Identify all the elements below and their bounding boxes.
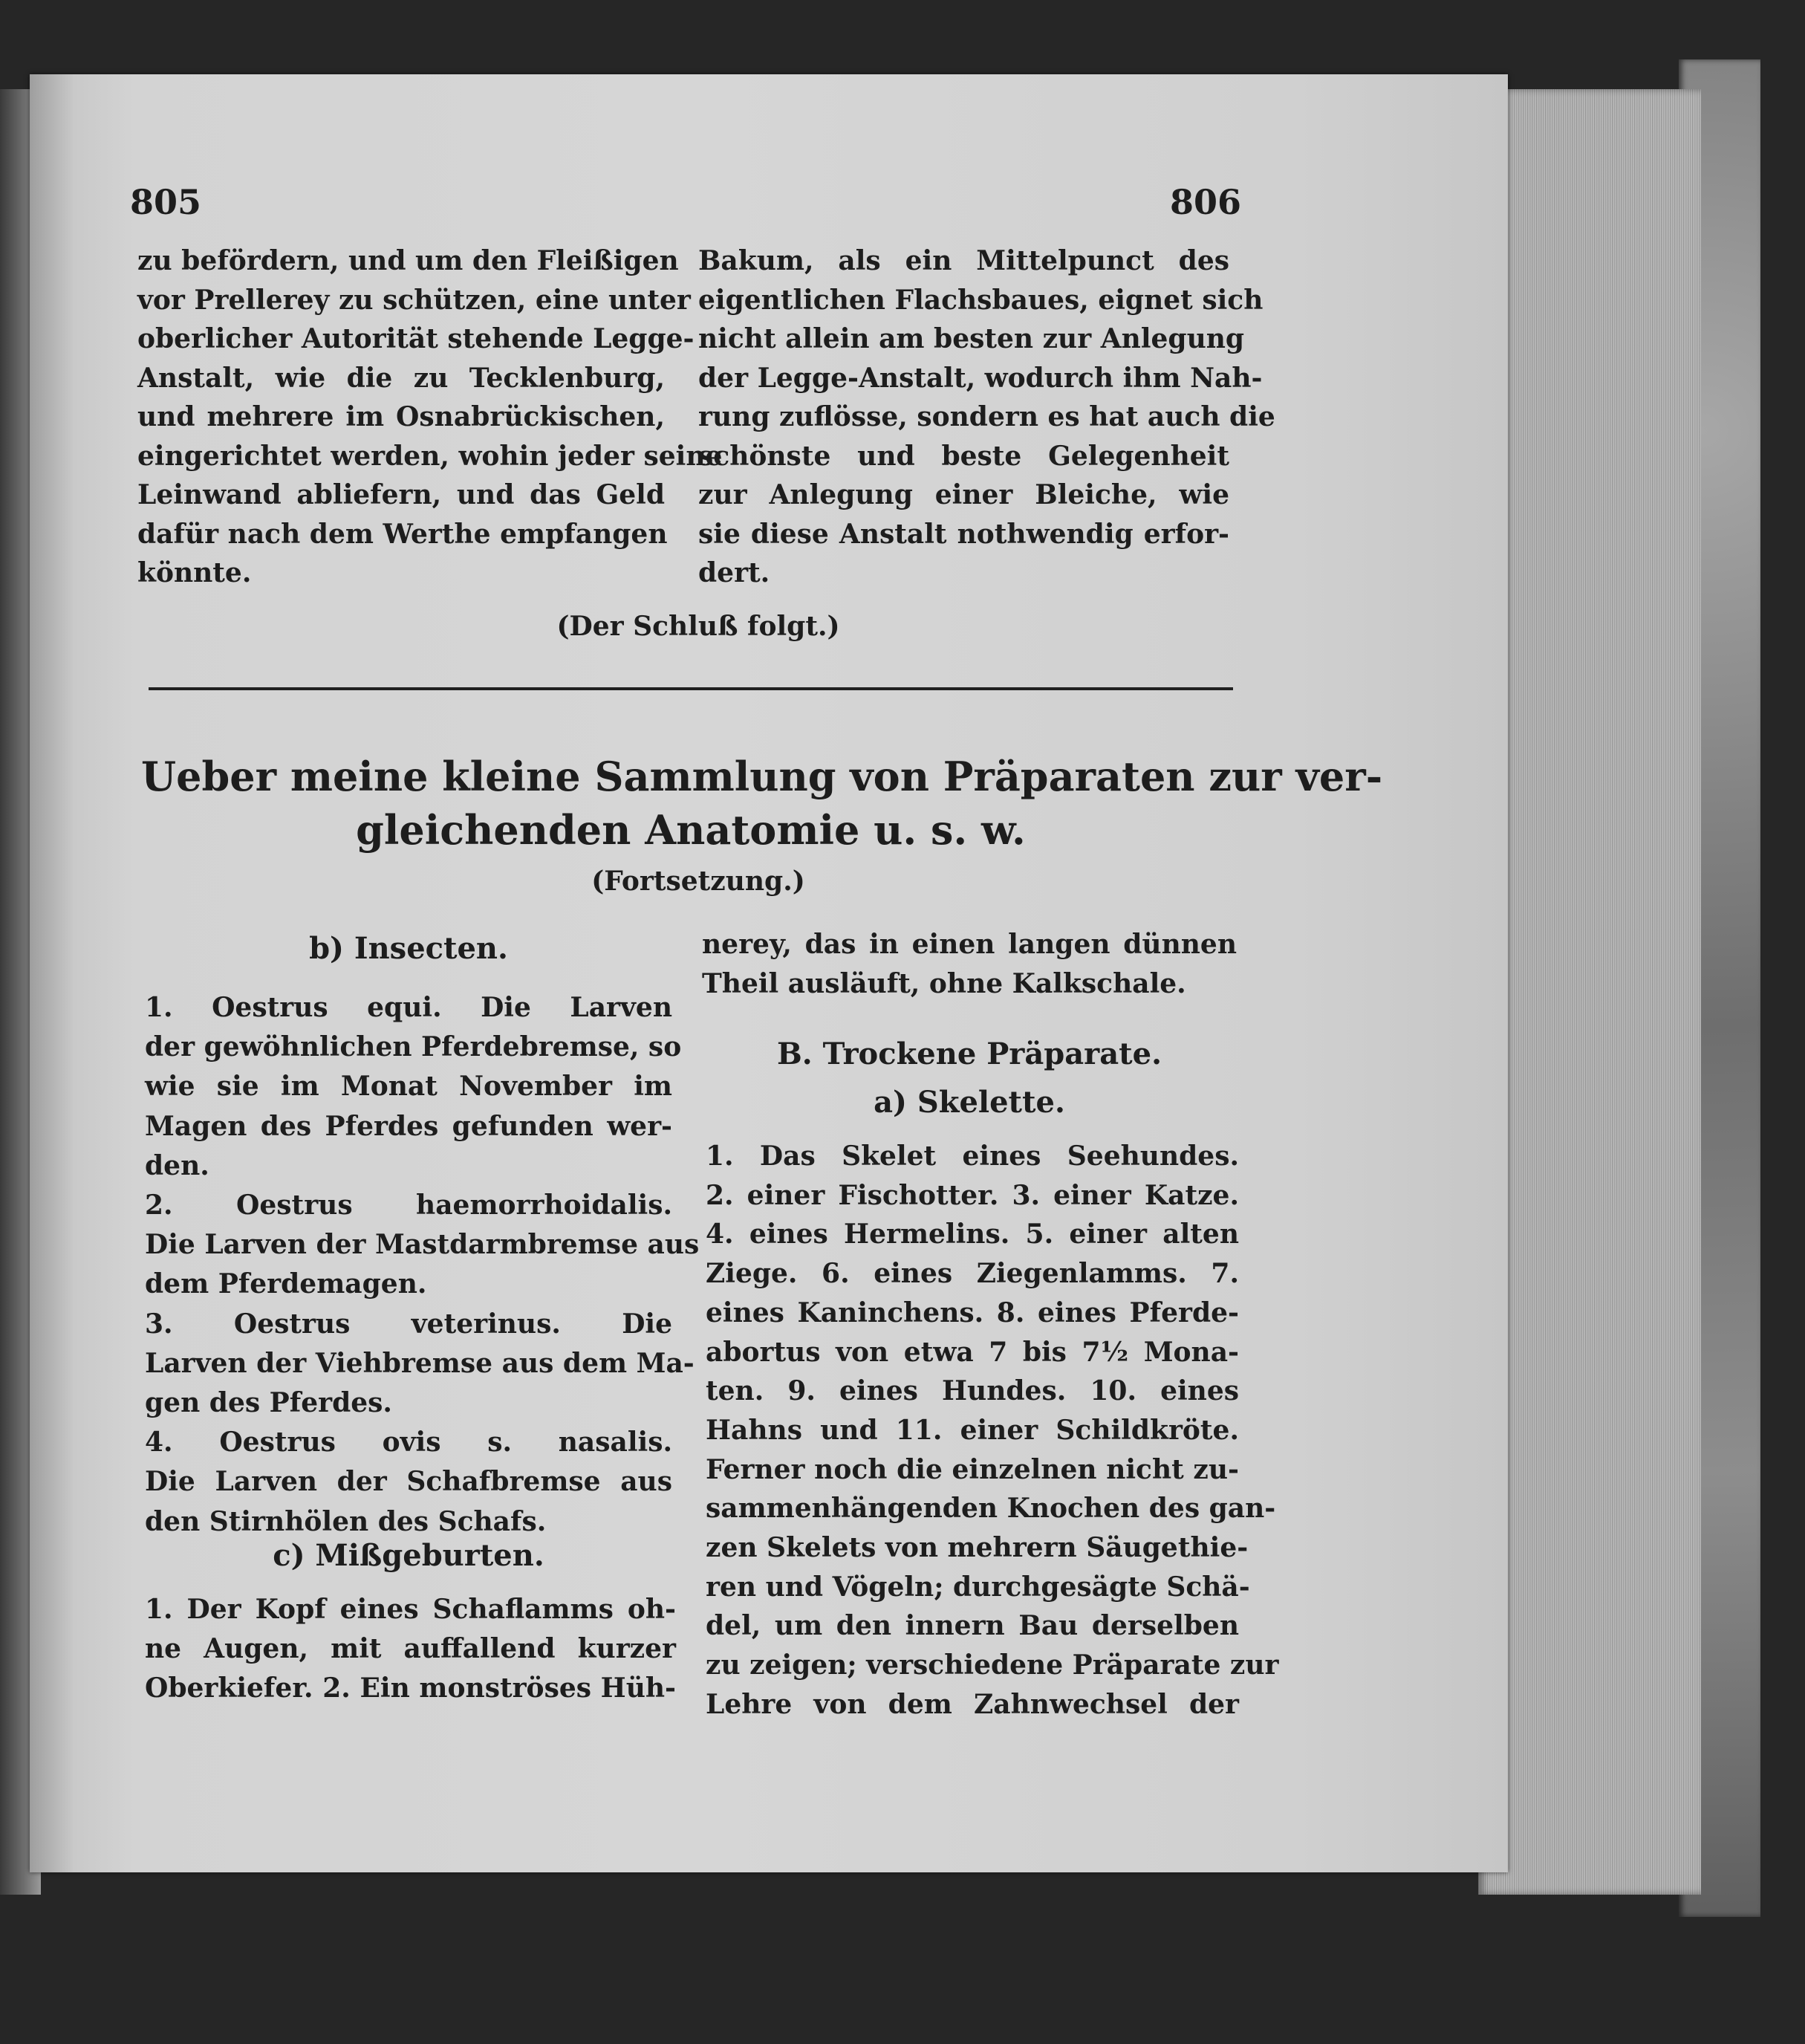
page-number-left: 805 [130, 182, 202, 222]
text-line: und mehrere im Osnabrückischen, [137, 401, 665, 432]
text-line: zu befördern, und um den Fleißigen [137, 245, 679, 276]
right-continued-column [702, 925, 1237, 1004]
text-line: gen des Pferdes. [145, 1387, 392, 1419]
text-line: eines Kaninchens. 8. eines Pferde- [706, 1297, 1239, 1328]
top-right-column [698, 241, 1275, 593]
text-line: 2. Oestrus haemorrhoidalis. [145, 1190, 672, 1221]
skeletons-column [706, 1137, 1279, 1725]
text-line: der gewöhnlichen Pferdebremse, so [145, 1031, 682, 1063]
heading-malformations: c) Mißgeburten. [273, 1538, 544, 1573]
text-line: Oberkiefer. 2. Ein monströses Hüh- [145, 1672, 676, 1704]
text-line: Leinwand abliefern, und das Geld [137, 479, 665, 510]
heading-skeletons: a) Skelette. [874, 1085, 1065, 1120]
text-line: oberlicher Autorität stehende Legge- [137, 323, 695, 354]
heading-insects: b) Insecten. [309, 931, 508, 966]
text-line: zen Skelets von mehrern Säugethie- [706, 1532, 1249, 1564]
text-line: del, um den innern Bau derselben [706, 1610, 1239, 1642]
text-line: Ferner noch die einzelnen nicht zu- [706, 1453, 1239, 1485]
text-line: sammenhängenden Knochen des gan- [706, 1493, 1276, 1525]
malformations-column [145, 1590, 676, 1708]
text-line: den Stirnhölen des Schafs. [145, 1505, 547, 1537]
text-line: ren und Vögeln; durchgesägte Schä- [706, 1571, 1250, 1603]
section-divider [149, 687, 1233, 690]
text-line: 1. Der Kopf eines Schaflamms oh- [145, 1594, 676, 1625]
page-block-edges [1478, 89, 1701, 1895]
top-left-column [137, 241, 723, 593]
text-line: Theil ausläuft, ohne Kalkschale. [702, 968, 1186, 999]
text-line: rung zuflösse, sondern es hat auch die [698, 401, 1275, 432]
to-be-continued-note: (Der Schluß folgt.) [556, 611, 840, 642]
article-title-line1: Ueber meine kleine Sammlung von Präparaten zur ver- [141, 753, 1383, 800]
text-line: 1. Oestrus equi. Die Larven [145, 992, 672, 1023]
text-line: 1. Das Skelet eines Seehundes. [706, 1141, 1239, 1172]
text-line: Hahns und 11. einer Schildkröte. [706, 1414, 1239, 1446]
text-line: Larven der Viehbremse aus dem Ma- [145, 1347, 695, 1379]
text-line: ten. 9. eines Hundes. 10. eines [706, 1375, 1239, 1407]
text-line: schönste und beste Gelegenheit [698, 440, 1229, 472]
text-line: wie sie im Monat November im [145, 1071, 672, 1103]
text-line: Lehre von dem Zahnwechsel der [706, 1688, 1239, 1720]
heading-dry-preparations: B. Trockene Präparate. [776, 1036, 1162, 1071]
text-line: zur Anlegung einer Bleiche, wie [698, 479, 1229, 510]
text-line: 3. Oestrus veterinus. Die [145, 1308, 672, 1340]
article-title-line2: gleichenden Anatomie u. s. w. [356, 806, 1026, 854]
article-subtitle: (Fortsetzung.) [591, 866, 805, 897]
text-line: Anstalt, wie die zu Tecklenburg, [137, 362, 665, 394]
text-line: den. [145, 1149, 209, 1181]
text-line: dafür nach dem Werthe empfangen [137, 518, 668, 550]
text-line: dem Pferdemagen. [145, 1268, 427, 1300]
text-line: könnte. [137, 557, 252, 588]
text-line: sie diese Anstalt nothwendig erfor- [698, 518, 1229, 550]
text-line: 4. eines Hermelins. 5. einer alten [706, 1219, 1239, 1250]
text-line: der Legge-Anstalt, wodurch ihm Nah- [698, 362, 1263, 394]
text-line: 4. Oestrus ovis s. nasalis. [145, 1427, 672, 1459]
text-line: dert. [698, 557, 770, 588]
text-line: nerey, das in einen langen dünnen [702, 929, 1237, 960]
text-line: Die Larven der Mastdarmbremse aus [145, 1229, 700, 1261]
text-line: Ziege. 6. eines Ziegenlamms. 7. [706, 1258, 1239, 1290]
text-line: abortus von etwa 7 bis 7½ Mona- [706, 1336, 1239, 1368]
text-line: zu zeigen; verschiedene Präparate zur [706, 1649, 1279, 1681]
text-line: nicht allein am besten zur Anlegung [698, 323, 1245, 354]
text-line: ne Augen, mit auffallend kurzer [145, 1633, 676, 1664]
text-line: eingerichtet werden, wohin jeder seine [137, 440, 723, 472]
page-number-right: 806 [1170, 182, 1242, 222]
text-line: vor Prellerey zu schützen, eine unter [137, 284, 691, 316]
text-line: eigentlichen Flachsbaues, eignet sich [698, 284, 1264, 316]
text-line: Bakum, als ein Mittelpunct des [698, 245, 1229, 276]
insects-column [145, 988, 700, 1542]
text-line: Die Larven der Schafbremse aus [145, 1466, 672, 1498]
text-line: 2. einer Fischotter. 3. einer Katze. [706, 1179, 1239, 1211]
text-line: Magen des Pferdes gefunden wer- [145, 1110, 672, 1142]
